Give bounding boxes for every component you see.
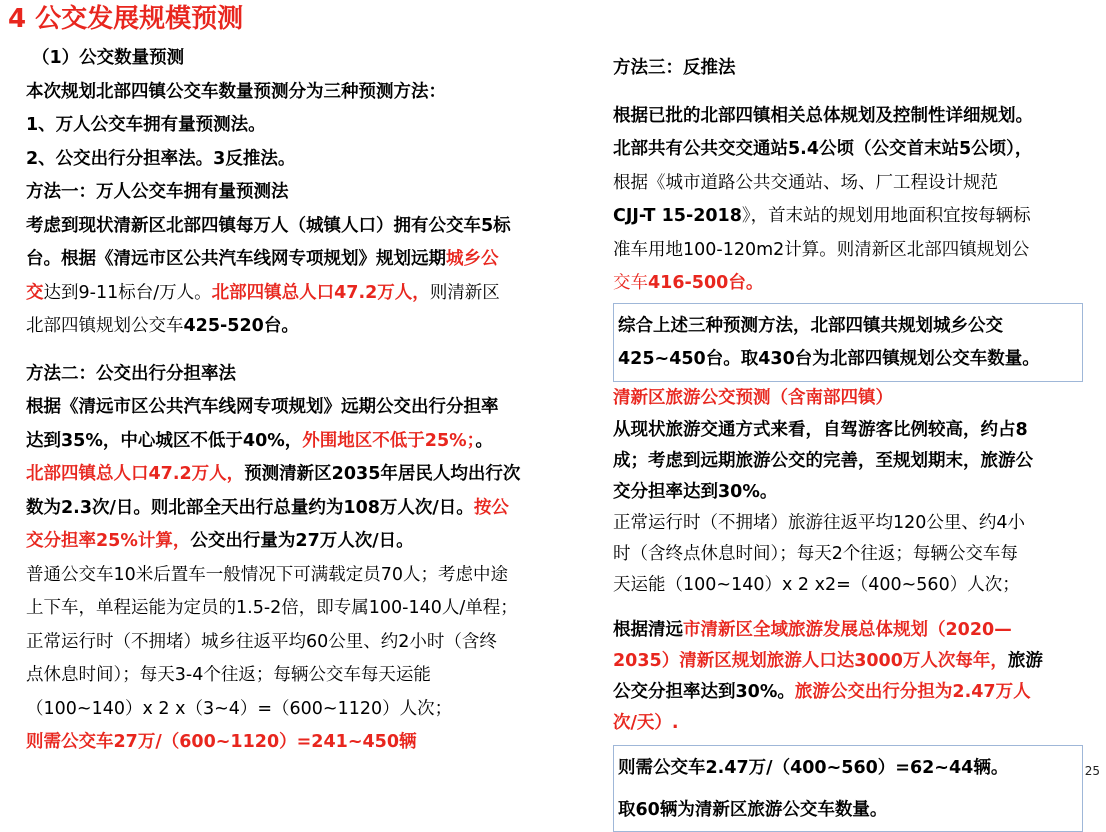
tourism-plan-line: 公交分担率达到30%。旅游公交出行分担为2.47万人 xyxy=(613,682,1031,702)
method-three-text-line: 根据已批的北部四镇相关总体规划及控制性详细规划。 xyxy=(613,105,1033,126)
summary-line: 425~450台。取430台为北部四镇规划公交车数量。 xyxy=(618,349,1040,369)
method-two-formula: （100~140）x 2 x（3~4）=（600~1120）人次； xyxy=(26,698,453,719)
tourism-text-line: 从现状旅游交通方式来看，自驾游客比例较高，约占8 xyxy=(613,420,1028,440)
tourism-result-line: 则需公交车2.47万/（400~560）=62~44辆。 xyxy=(618,758,1009,778)
method-one-text-line: 考虑到现状清新区北部四镇每万人（城镇人口）拥有公交车5标 xyxy=(26,215,511,236)
method-two-detail-line: 点休息时间）；每天3-4个往返；每辆公交车每天运能 xyxy=(26,665,431,685)
method-two-detail-line: 普通公交车10米后置车一般情况下可满载定员70人；考虑中途 xyxy=(26,564,509,585)
tourism-result-line: 取60辆为清新区旅游公交车数量。 xyxy=(618,799,888,820)
tourism-result-box xyxy=(613,745,1083,832)
method-list-item-2: 2、公交出行分担率法。3反推法。 xyxy=(26,148,296,169)
method-three-result: 交车416-500台。 xyxy=(613,273,764,293)
method-three-heading: 方法三：反推法 xyxy=(613,58,736,78)
summary-box xyxy=(613,303,1083,382)
method-two-result: 则需公交车27万/（600~1120）=241~450辆 xyxy=(26,732,417,752)
method-two-text-line: 达到35%，中心城区不低于40%，外围地区不低于25%；。 xyxy=(26,430,493,451)
method-three-text-line: CJJ-T 15-2018》，首末站的规划用地面积宜按每辆标 xyxy=(613,206,1031,226)
tourism-text-line: 交分担率达到30%。 xyxy=(613,482,778,502)
tourism-detail-line: 天运能（100~140）x 2 x2=（400~560）人次； xyxy=(613,575,1020,595)
right-column xyxy=(613,52,1083,832)
intro-text: 本次规划北部四镇公交车数量预测分为三种预测方法： xyxy=(26,81,446,102)
method-two-detail-line: 上下车，单程运能为定员的1.5-2倍，即专属100-140人/单程； xyxy=(26,598,518,618)
tourism-plan-line: 根据清远市清新区全域旅游发展总体规划（2020— xyxy=(613,620,1012,640)
method-three-text-line: 准车用地100-120m2计算。则清新区北部四镇规划公 xyxy=(613,239,1030,260)
method-one-result: 北部四镇规划公交车425-520台。 xyxy=(26,316,299,336)
method-two-text-line: 根据《清远市区公共汽车线网专项规划》远期公交出行分担率 xyxy=(26,397,499,417)
method-two-detail-line: 正常运行时（不拥堵）城乡往返平均60公里、约2小时（含终 xyxy=(26,631,497,652)
method-list-item-1: 1、万人公交车拥有量预测法。 xyxy=(26,115,266,135)
tourism-detail-line: 时（含终点休息时间）；每天2个往返；每辆公交车每 xyxy=(613,544,1018,564)
method-two-text-line: 交分担率25%计算，公交出行量为27万人次/日。 xyxy=(26,531,414,551)
tourism-text-line: 成；考虑到远期旅游公交的完善，至规划期末，旅游公 xyxy=(613,451,1033,471)
method-two-text-line: 数为2.3次/日。则北部全天出行总量约为108万人次/日。按公 xyxy=(26,497,509,518)
method-one-heading: 方法一：万人公交车拥有量预测法 xyxy=(26,182,289,202)
page-number: 25 xyxy=(1084,764,1100,778)
method-one-text-line: 交达到9-11标台/万人。北部四镇总人口47.2万人，则清新区 xyxy=(26,282,500,303)
method-two-heading: 方法二：公交出行分担率法 xyxy=(26,363,236,384)
tourism-heading: 清新区旅游公交预测（含南部四镇） xyxy=(613,387,893,408)
method-one-text-line: 台。根据《清远市区公共汽车线网专项规划》规划远期城乡公 xyxy=(26,249,499,269)
tourism-plan-line: 次/天）. xyxy=(613,713,679,733)
summary-line: 综合上述三种预测方法，北部四镇共规划城乡公交 xyxy=(618,315,1003,336)
tourism-plan-line: 2035）清新区规划旅游人口达3000万人次每年，旅游 xyxy=(613,651,1043,671)
section-heading: （1）公交数量预测 xyxy=(32,48,185,68)
page-title: 4 公交发展规模预测 xyxy=(8,4,244,34)
method-three-text-line: 北部共有公共交交通站5.4公顷（公交首末站5公顷）， xyxy=(613,139,1033,159)
method-two-text-line: 北部四镇总人口47.2万人，预测清新区2035年居民人均出行次 xyxy=(26,464,521,484)
method-three-text-line: 根据《城市道路公共交通站、场、厂工程设计规范 xyxy=(613,172,998,193)
left-column xyxy=(26,42,586,760)
tourism-detail-line: 正常运行时（不拥堵）旅游往返平均120公里、约4小 xyxy=(613,513,1026,533)
